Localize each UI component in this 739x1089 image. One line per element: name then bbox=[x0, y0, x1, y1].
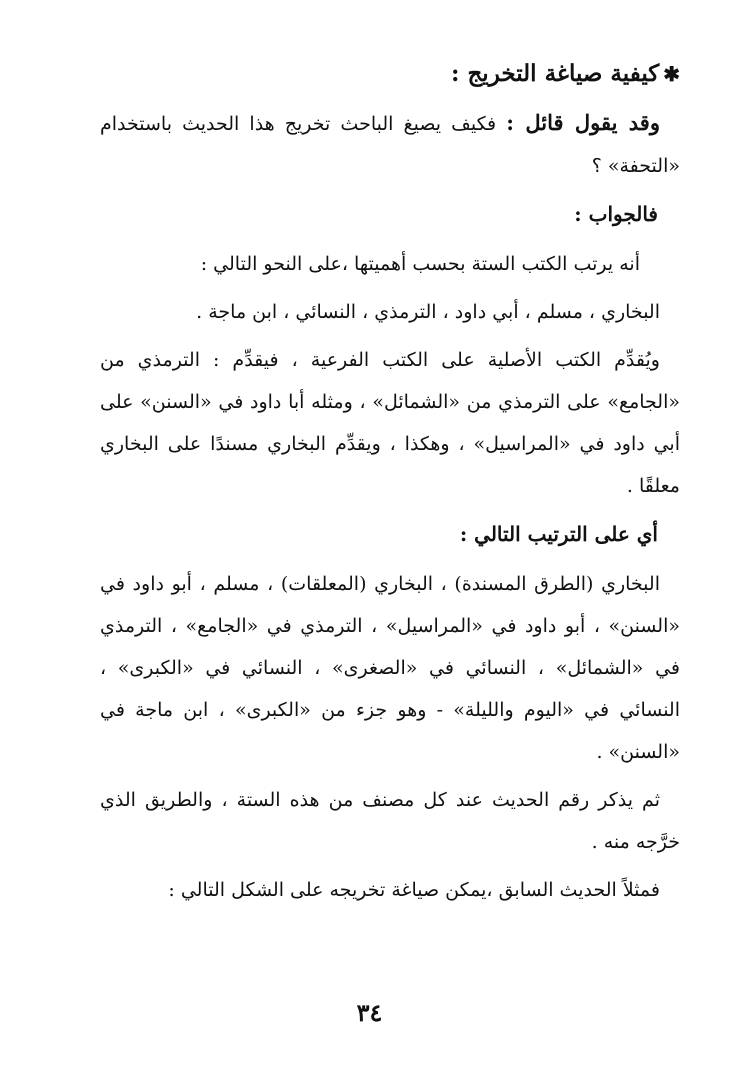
answer-label: فالجواب : bbox=[574, 202, 658, 226]
section-heading bbox=[100, 58, 680, 90]
order-subheading: أي على الترتيب التالي : bbox=[459, 522, 658, 546]
page-number: ٣٤ bbox=[356, 998, 383, 1027]
question-text: فكيف يصيغ الباحث تخريج هذا الحديث باستخدام «التحفة» ؟ bbox=[100, 113, 680, 177]
section-heading-text: كيفية صياغة التخريج : bbox=[450, 60, 660, 87]
example-paragraph: فمثلاً الحديث السابق ،يمكن صياغة تخريجه على الشكل التالي : bbox=[168, 879, 660, 901]
question-paragraph bbox=[100, 102, 680, 187]
priority-paragraph: ويُقدِّم الكتب الأصلية على الكتب الفرعية ، فيقدِّم : الترمذي من «الجامع» على الترمذي من «الشمائل» ، ومثله أبا داود في «السنن» على أبي داود في «المراسيل» ، وهكذا ، ويقدِّم البخاري مسندًا على البخاري معلقًا . bbox=[100, 349, 680, 497]
page-body bbox=[100, 58, 680, 917]
books-list-paragraph: البخاري ، مسلم ، أبي داود ، الترمذي ، النسائي ، ابن ماجة . bbox=[196, 301, 660, 323]
order-intro-paragraph: أنه يرتب الكتب الستة بحسب أهميتها ،على النحو التالي : bbox=[200, 253, 640, 275]
then-paragraph: ثم يذكر رقم الحديث عند كل مصنف من هذه الستة ، والطريق الذي خرَّجه منه . bbox=[100, 789, 680, 853]
question-lead: وقد يقول قائل : bbox=[506, 110, 660, 135]
order-list-paragraph: البخاري (الطرق المسندة) ، البخاري (المعلقات) ، مسلم ، أبو داود في «السنن» ، أبو داود في «المراسيل» ، الترمذي في «الجامع» ، الترمذي في «الشمائل» ، النسائي في «الصغرى» ، النسائي في «الكبرى» ، النسائي في «اليوم والليلة» - وهو جزء من «الكبرى» ، ابن ماجة في «السنن» . bbox=[100, 573, 680, 763]
asterisk-icon: ✱ bbox=[663, 62, 680, 86]
